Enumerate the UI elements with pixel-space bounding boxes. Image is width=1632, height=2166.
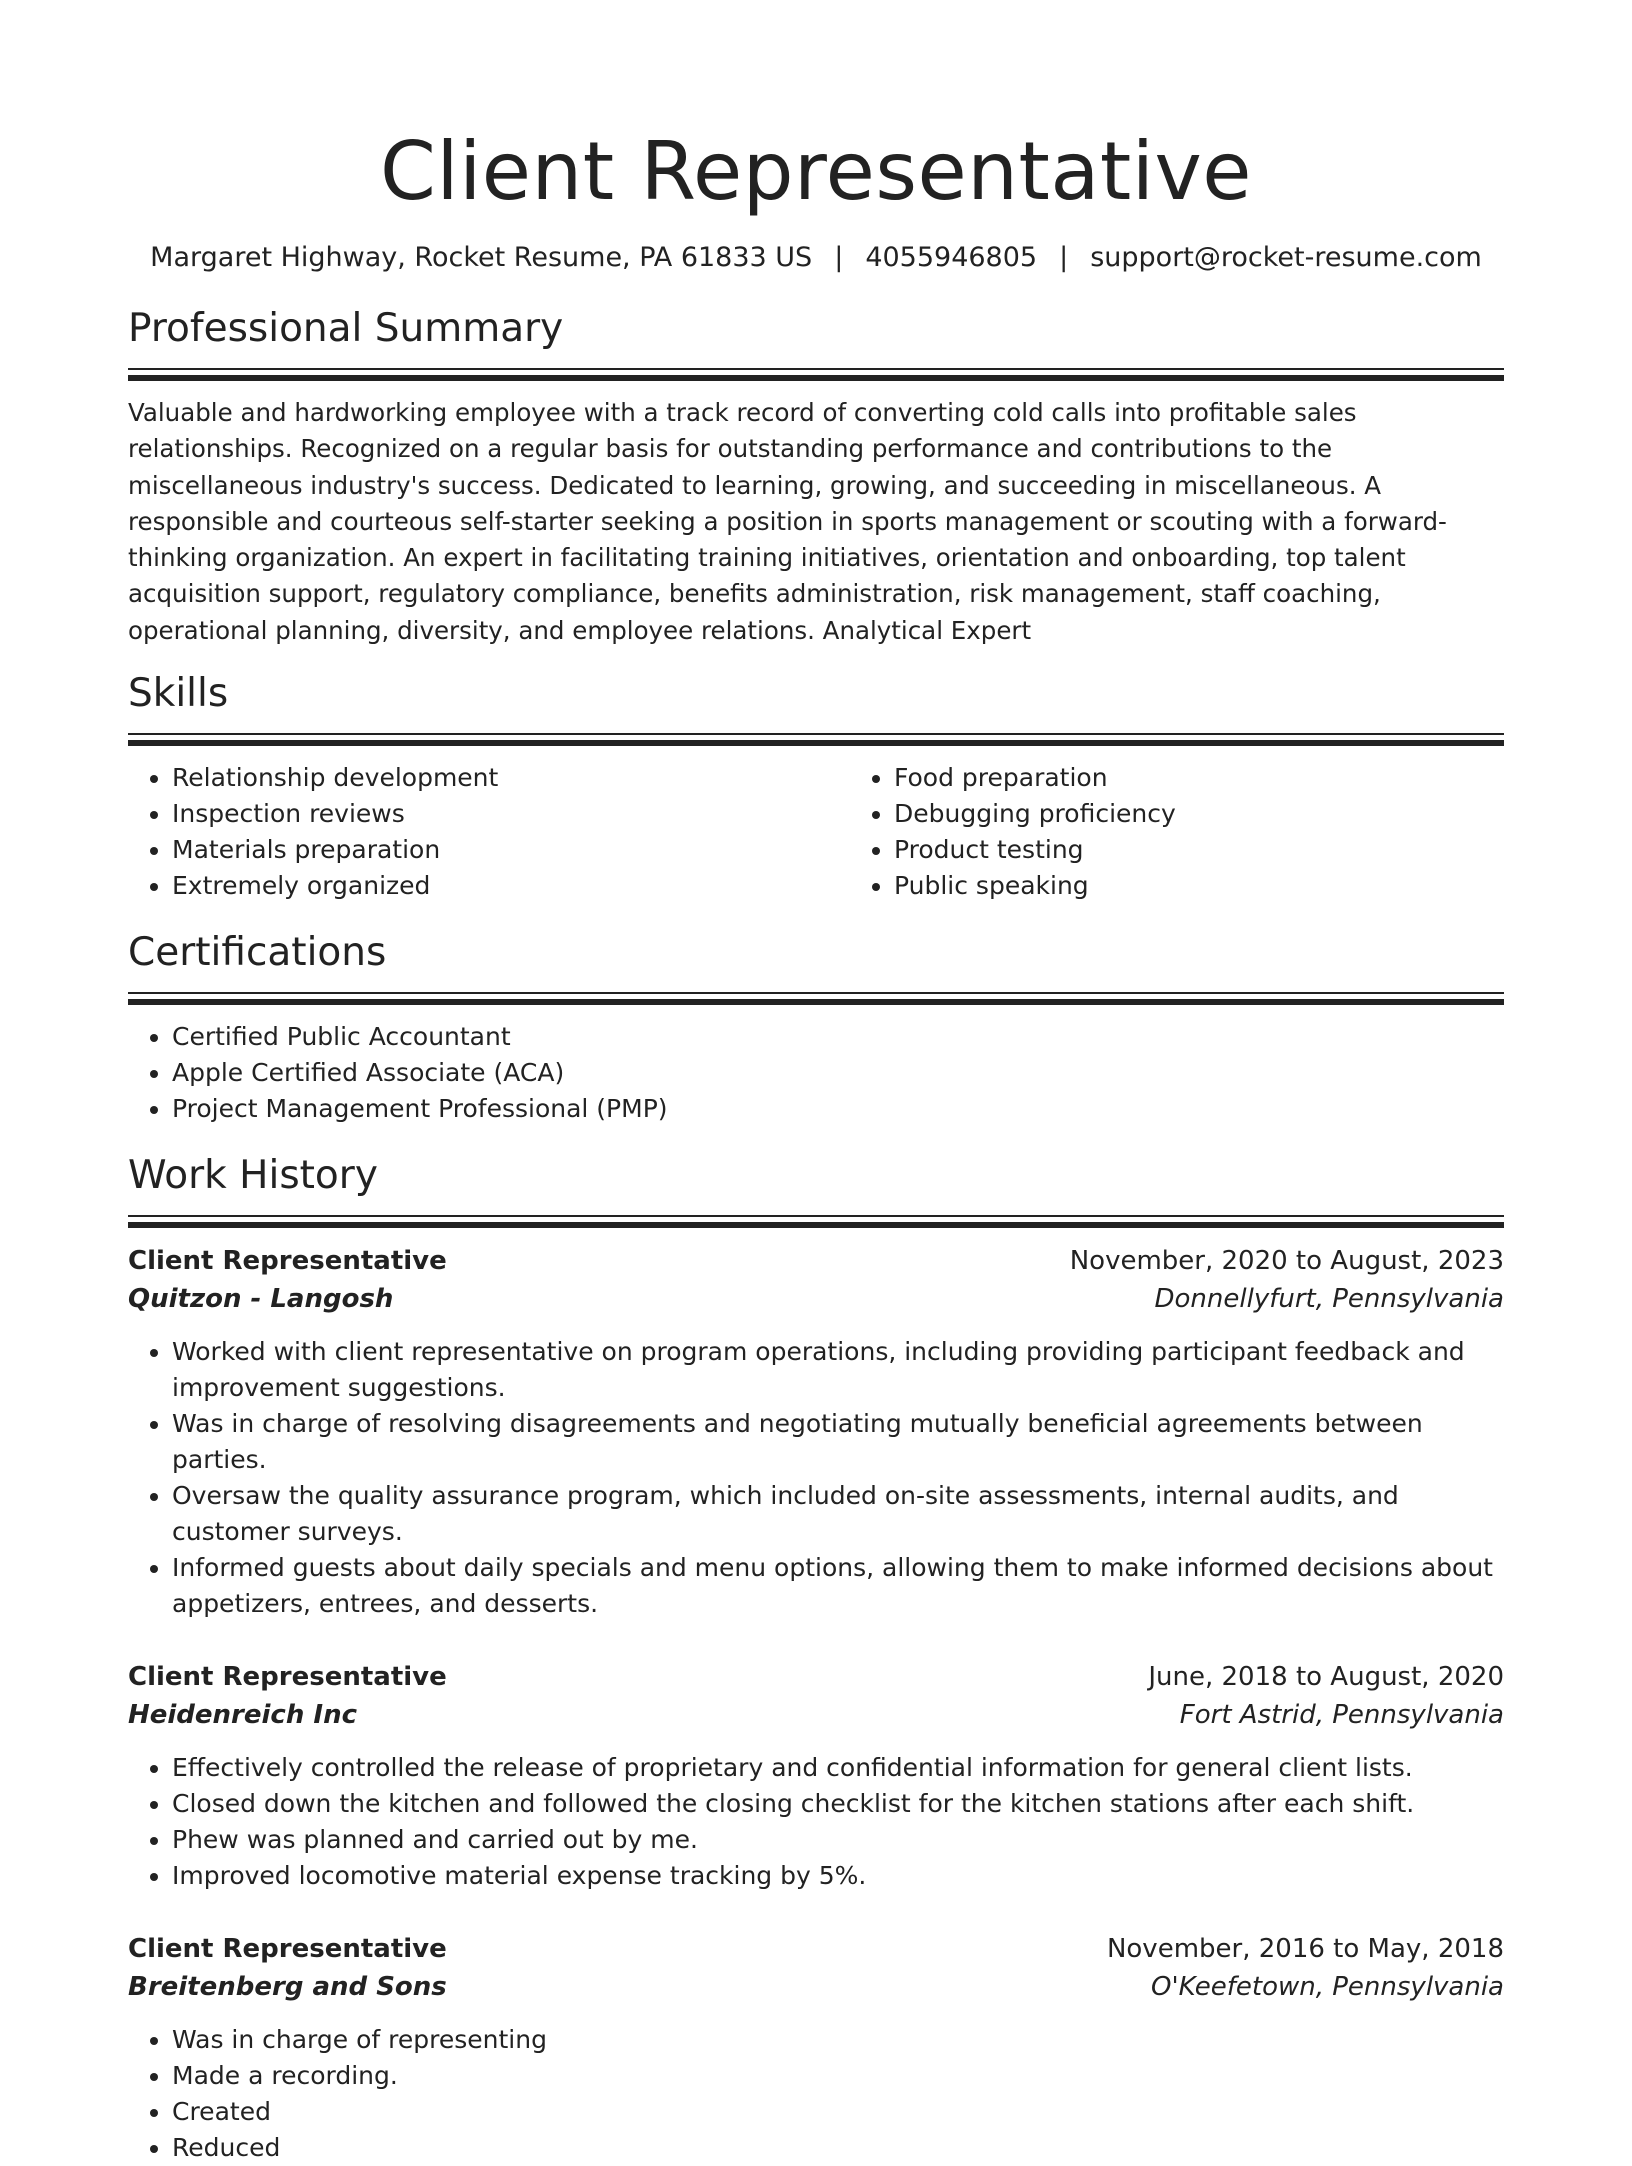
job-company: Heidenreich Inc [128,1700,357,1731]
job-title: Client Representative [128,1662,447,1693]
job-sub-row [128,1968,1504,2006]
skill-item: • Inspection reviews [172,796,850,832]
job-dates: November, 2016 to May, 2018 [1106,1934,1504,1965]
skills-list-right [850,760,1504,904]
job-bullet: • Effectively controlled the release of proprietary and confidential information for general client lists. [172,1750,1504,1786]
certification-item: • Project Management Professional (PMP) [172,1091,1504,1127]
job-bullets [128,1334,1504,1622]
section-summary [128,304,1504,649]
section-skills [128,669,1504,904]
job-bullet: • Worked with client representative on program operations, including providing participant feedback and improvement suggestions. [172,1334,1504,1406]
contact-email: support@rocket-resume.com [1090,242,1482,273]
job-company: Breitenberg and Sons [128,1972,447,2003]
skill-item: • Materials preparation [172,832,850,868]
certification-item: • Certified Public Accountant [172,1019,1504,1055]
job-bullets [128,1750,1504,1894]
section-certifications [128,928,1504,1127]
resume-name: Client Representative [379,125,1253,218]
job-bullet: • Was in charge of representing [172,2022,1504,2058]
job-title: Client Representative [128,1934,447,1965]
job-location: O'Keefetown, Pennsylvania [1151,1972,1504,2003]
job-bullet: • Oversaw the quality assurance program, which included on-site assessments, internal audits, and customer surveys. [172,1478,1504,1550]
contact-separator: | [834,242,844,273]
contact-phone: 4055946805 [865,242,1038,273]
skill-item: • Relationship development [172,760,850,796]
section-divider [128,368,1504,381]
job-title: Client Representative [128,1246,447,1277]
skill-item: • Debugging proficiency [894,796,1504,832]
certifications-list [128,1019,1504,1127]
contact-separator: | [1059,242,1069,273]
job-dates: June, 2018 to August, 2020 [1148,1662,1504,1693]
contact-line [128,238,1504,278]
section-title-skills: Skills [128,671,229,717]
certification-item: • Apple Certified Associate (ACA) [172,1055,1504,1091]
job-sub-row [128,1696,1504,1734]
job-bullets [128,2022,1504,2166]
skill-item: • Public speaking [894,868,1504,904]
skill-item: • Extremely organized [172,868,850,904]
job-bullet: • Closed down the kitchen and followed the closing checklist for the kitchen stations after each shift. [172,1786,1504,1822]
job-bullet: • Made a recording. [172,2058,1504,2094]
job-bullet: • Reduced [172,2130,1504,2166]
job-location: Donnellyfurt, Pennsylvania [1154,1284,1504,1315]
job-bullet: • Created [172,2094,1504,2130]
job-entry [128,1930,1504,2166]
job-company: Quitzon - Langosh [128,1284,394,1315]
job-bullet: • Improved locomotive material expense tracking by 5%. [172,1858,1504,1894]
skill-item: • Product testing [894,832,1504,868]
section-divider [128,992,1504,1005]
contact-address: Margaret Highway, Rocket Resume, PA 61833 US [150,242,813,273]
job-sub-row [128,1280,1504,1318]
job-header-row [128,1930,1504,1968]
job-dates: November, 2020 to August, 2023 [1069,1246,1504,1277]
job-entry [128,1242,1504,1622]
job-bullet: • Phew was planned and carried out by me. [172,1822,1504,1858]
job-header-row [128,1242,1504,1280]
section-divider [128,1215,1504,1228]
skills-columns [128,746,1504,904]
skill-item: • Food preparation [894,760,1504,796]
section-work-history [128,1151,1504,2166]
job-entry [128,1658,1504,1894]
skills-list-left [128,760,850,904]
job-header-row [128,1658,1504,1696]
section-title-summary: Professional Summary [128,306,564,351]
summary-text: Valuable and hardworking employee with a track record of converting cold calls into profitable sales relationships. Recognized on a regular basis for outstanding performance and contributions to the miscellaneous industry's success. Dedicated to learning, growing, and succeeding in miscellaneous. A responsible and courteous self-starter seeking a position in sports management or scouting with a forward-thinking organization. An expert in facilitating training initiatives, orientation and onboarding, top talent acquisition support, regulatory compliance, benefits administration, risk management, staff coaching, operational planning, diversity, and employee relations. Analytical Expert [128,398,1447,645]
job-location: Fort Astrid, Pennsylvania [1179,1700,1504,1731]
resume-content [128,124,1504,2166]
job-bullet: • Was in charge of resolving disagreements and negotiating mutually beneficial agreements between parties. [172,1406,1504,1478]
section-divider [128,733,1504,746]
section-title-work-history: Work History [128,1153,378,1199]
section-title-certifications: Certifications [128,930,387,976]
job-bullet: • Informed guests about daily specials and menu options, allowing them to make informed decisions about appetizers, entrees, and desserts. [172,1550,1504,1622]
